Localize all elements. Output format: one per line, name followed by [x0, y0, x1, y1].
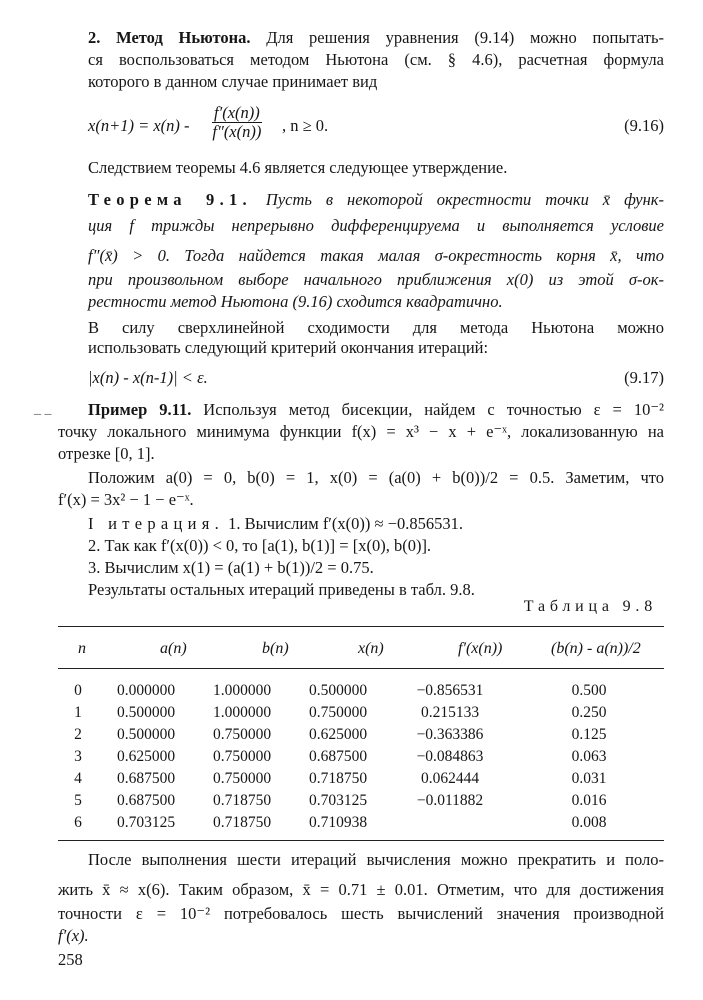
table-cell: 0.750000 [212, 770, 272, 787]
table-cell: 0.750000 [212, 726, 272, 743]
formula-criterion: |x(n) - x(n-1)| < ε. [88, 368, 208, 387]
conclusion-line-4: f′(x). [58, 926, 89, 945]
formula-9-16 [88, 104, 664, 146]
table-cell: 0.703125 [308, 792, 368, 809]
table-bottom-rule [58, 840, 664, 841]
table-cell: 0.062444 [420, 770, 480, 787]
table-header-fprime: f′(x(n)) [458, 640, 503, 657]
table-cell: 1.000000 [212, 704, 272, 721]
table-cell: 1.000000 [212, 682, 272, 699]
table-cell: 0.016 [571, 792, 607, 809]
table-row [58, 768, 664, 790]
table-header-b: b(n) [262, 640, 289, 657]
theorem-line-4: при произвольном выборе начального приближения x(0) из этой σ-ок- [88, 270, 664, 289]
table-cell: −0.856531 [416, 682, 484, 699]
table-cell: 0.500000 [308, 682, 368, 699]
table-header-rule [58, 668, 664, 669]
table-row [58, 790, 664, 812]
table-cell: 0.625000 [116, 748, 176, 765]
equation-number-9-16: (9.16) [624, 116, 664, 135]
table-header-a: a(n) [160, 640, 187, 657]
table-cell: 0.000000 [116, 682, 176, 699]
table-cell: 0.718750 [308, 770, 368, 787]
intro-line-3: которого в данном случае принимает вид [88, 72, 378, 91]
table-cell: 0.008 [571, 814, 607, 831]
table-cell: 1 [74, 704, 82, 721]
formula-numerator: f′(x(n)) [214, 103, 260, 122]
example-line-1: Пример 9.11. Используя метод бисекции, найдем с точностью ε = 10⁻² [88, 400, 664, 419]
table-header-n: n [78, 640, 86, 657]
table-cell: 0.500 [571, 682, 607, 699]
formula-condition: , n ≥ 0. [282, 116, 329, 135]
table-cell: 0.718750 [212, 792, 272, 809]
margin-mark: _ _ [34, 402, 52, 417]
intro-line-2: ся воспользоваться методом Ньютона (см. § 4.6), расчетная формула [88, 50, 664, 69]
table-cell: 0.718750 [212, 814, 272, 831]
criterion-line-2: использовать следующий критерий окончания итераций: [88, 338, 489, 357]
table-cell: 4 [74, 770, 82, 787]
table-cell [386, 812, 514, 834]
table-cell: 5 [74, 792, 82, 809]
example-line-5: f′(x) = 3x² − 1 − e⁻ˣ. [58, 490, 194, 509]
table-cell: 0.625000 [308, 726, 368, 743]
table-cell: 0.125 [571, 726, 607, 743]
table-cell: 0.687500 [308, 748, 368, 765]
table-cell: 3 [74, 748, 82, 765]
table-row [58, 746, 664, 768]
table-cell: 0.687500 [116, 792, 176, 809]
iteration-label: I итерация. [88, 514, 225, 533]
table-cell: 0.500000 [116, 704, 176, 721]
theorem-line-1: Теорема 9.1. Пусть в некоторой окрестности точки x̄ функ- [88, 190, 664, 209]
table-cell: 0.750000 [308, 704, 368, 721]
conclusion-line-2: жить x̄ ≈ x(6). Таким образом, x̄ = 0.71 ± 0.01. Отметим, что для достижения [58, 880, 664, 899]
table-row [58, 680, 664, 702]
results-table-body [58, 680, 664, 834]
formula-9-17 [88, 368, 664, 390]
intro-line-1: 2. Метод Ньютона. Для решения уравнения (9.14) можно попытать- [88, 28, 664, 47]
table-cell: 2 [74, 726, 82, 743]
section-heading: 2. Метод Ньютона. [88, 28, 251, 47]
table-caption: Таблица 9.8 [523, 598, 657, 615]
conclusion-line-1: После выполнения шести итераций вычисления можно прекратить и поло- [88, 850, 664, 869]
theorem-line-3: f″(x̄) > 0. Тогда найдется такая малая σ-окрестность корня x̄, что [88, 246, 664, 265]
formula-fraction [212, 104, 262, 141]
iteration-line-1: I итерация. 1. Вычислим f′(x(0)) ≈ −0.856531. [88, 514, 464, 533]
iteration-line-2: 2. Так как f′(x(0)) < 0, то [a(1), b(1)] = [x(0), b(0)]. [88, 536, 432, 555]
table-cell: 0.250 [571, 704, 607, 721]
table-top-rule [58, 626, 664, 627]
table-cell: 0.703125 [116, 814, 176, 831]
table-cell: 0.687500 [116, 770, 176, 787]
table-cell: −0.084863 [416, 748, 484, 765]
table-cell: 0.750000 [212, 748, 272, 765]
conclusion-line-3: точности ε = 10⁻² потребовалось шесть вычислений значения производной [58, 904, 664, 923]
iteration-line-3: 3. Вычислим x(1) = (a(1) + b(1))/2 = 0.75. [88, 558, 374, 577]
table-row [58, 702, 664, 724]
table-header-x: x(n) [358, 640, 384, 657]
theorem-line-5: рестности метод Ньютона (9.16) сходится квадратично. [88, 292, 503, 311]
table-cell: 0 [74, 682, 82, 699]
table-cell: 6 [74, 814, 82, 831]
example-label: Пример 9.11. [88, 400, 192, 419]
table-cell: −0.363386 [416, 726, 484, 743]
theorem-line-2: ция f трижды непрерывно дифференцируема и выполняется условие [88, 216, 664, 235]
formula-denominator: f″(x(n)) [212, 122, 262, 141]
criterion-line-1: В силу сверхлинейной сходимости для метода Ньютона можно [88, 318, 664, 337]
consequence-line: Следствием теоремы 4.6 является следующее утверждение. [88, 158, 508, 177]
example-line-4: Положим a(0) = 0, b(0) = 1, x(0) = (a(0) + b(0))/2 = 0.5. Заметим, что [88, 468, 664, 487]
table-row [58, 812, 664, 834]
example-line-3: отрезке [0, 1]. [58, 444, 155, 463]
table-cell: −0.011882 [416, 792, 484, 809]
table-cell: 0.063 [571, 748, 607, 765]
formula-lhs: x(n+1) = x(n) - [88, 116, 190, 135]
theorem-label: Теорема 9.1. [88, 190, 252, 209]
table-row [58, 724, 664, 746]
table-cell: 0.500000 [116, 726, 176, 743]
table-cell: 0.710938 [308, 814, 368, 831]
table-cell: 0.031 [571, 770, 607, 787]
equation-number-9-17: (9.17) [624, 368, 664, 387]
results-table [58, 680, 664, 834]
table-reference-line: Результаты остальных итераций приведены в табл. 9.8. [88, 580, 475, 599]
example-line-2: точку локального минимума функции f(x) = x³ − x + e⁻ˣ, локализованную на [58, 422, 664, 441]
table-header-half-interval: (b(n) - a(n))/2 [551, 640, 641, 657]
table-cell: 0.215133 [420, 704, 480, 721]
page-number: 258 [58, 950, 83, 969]
